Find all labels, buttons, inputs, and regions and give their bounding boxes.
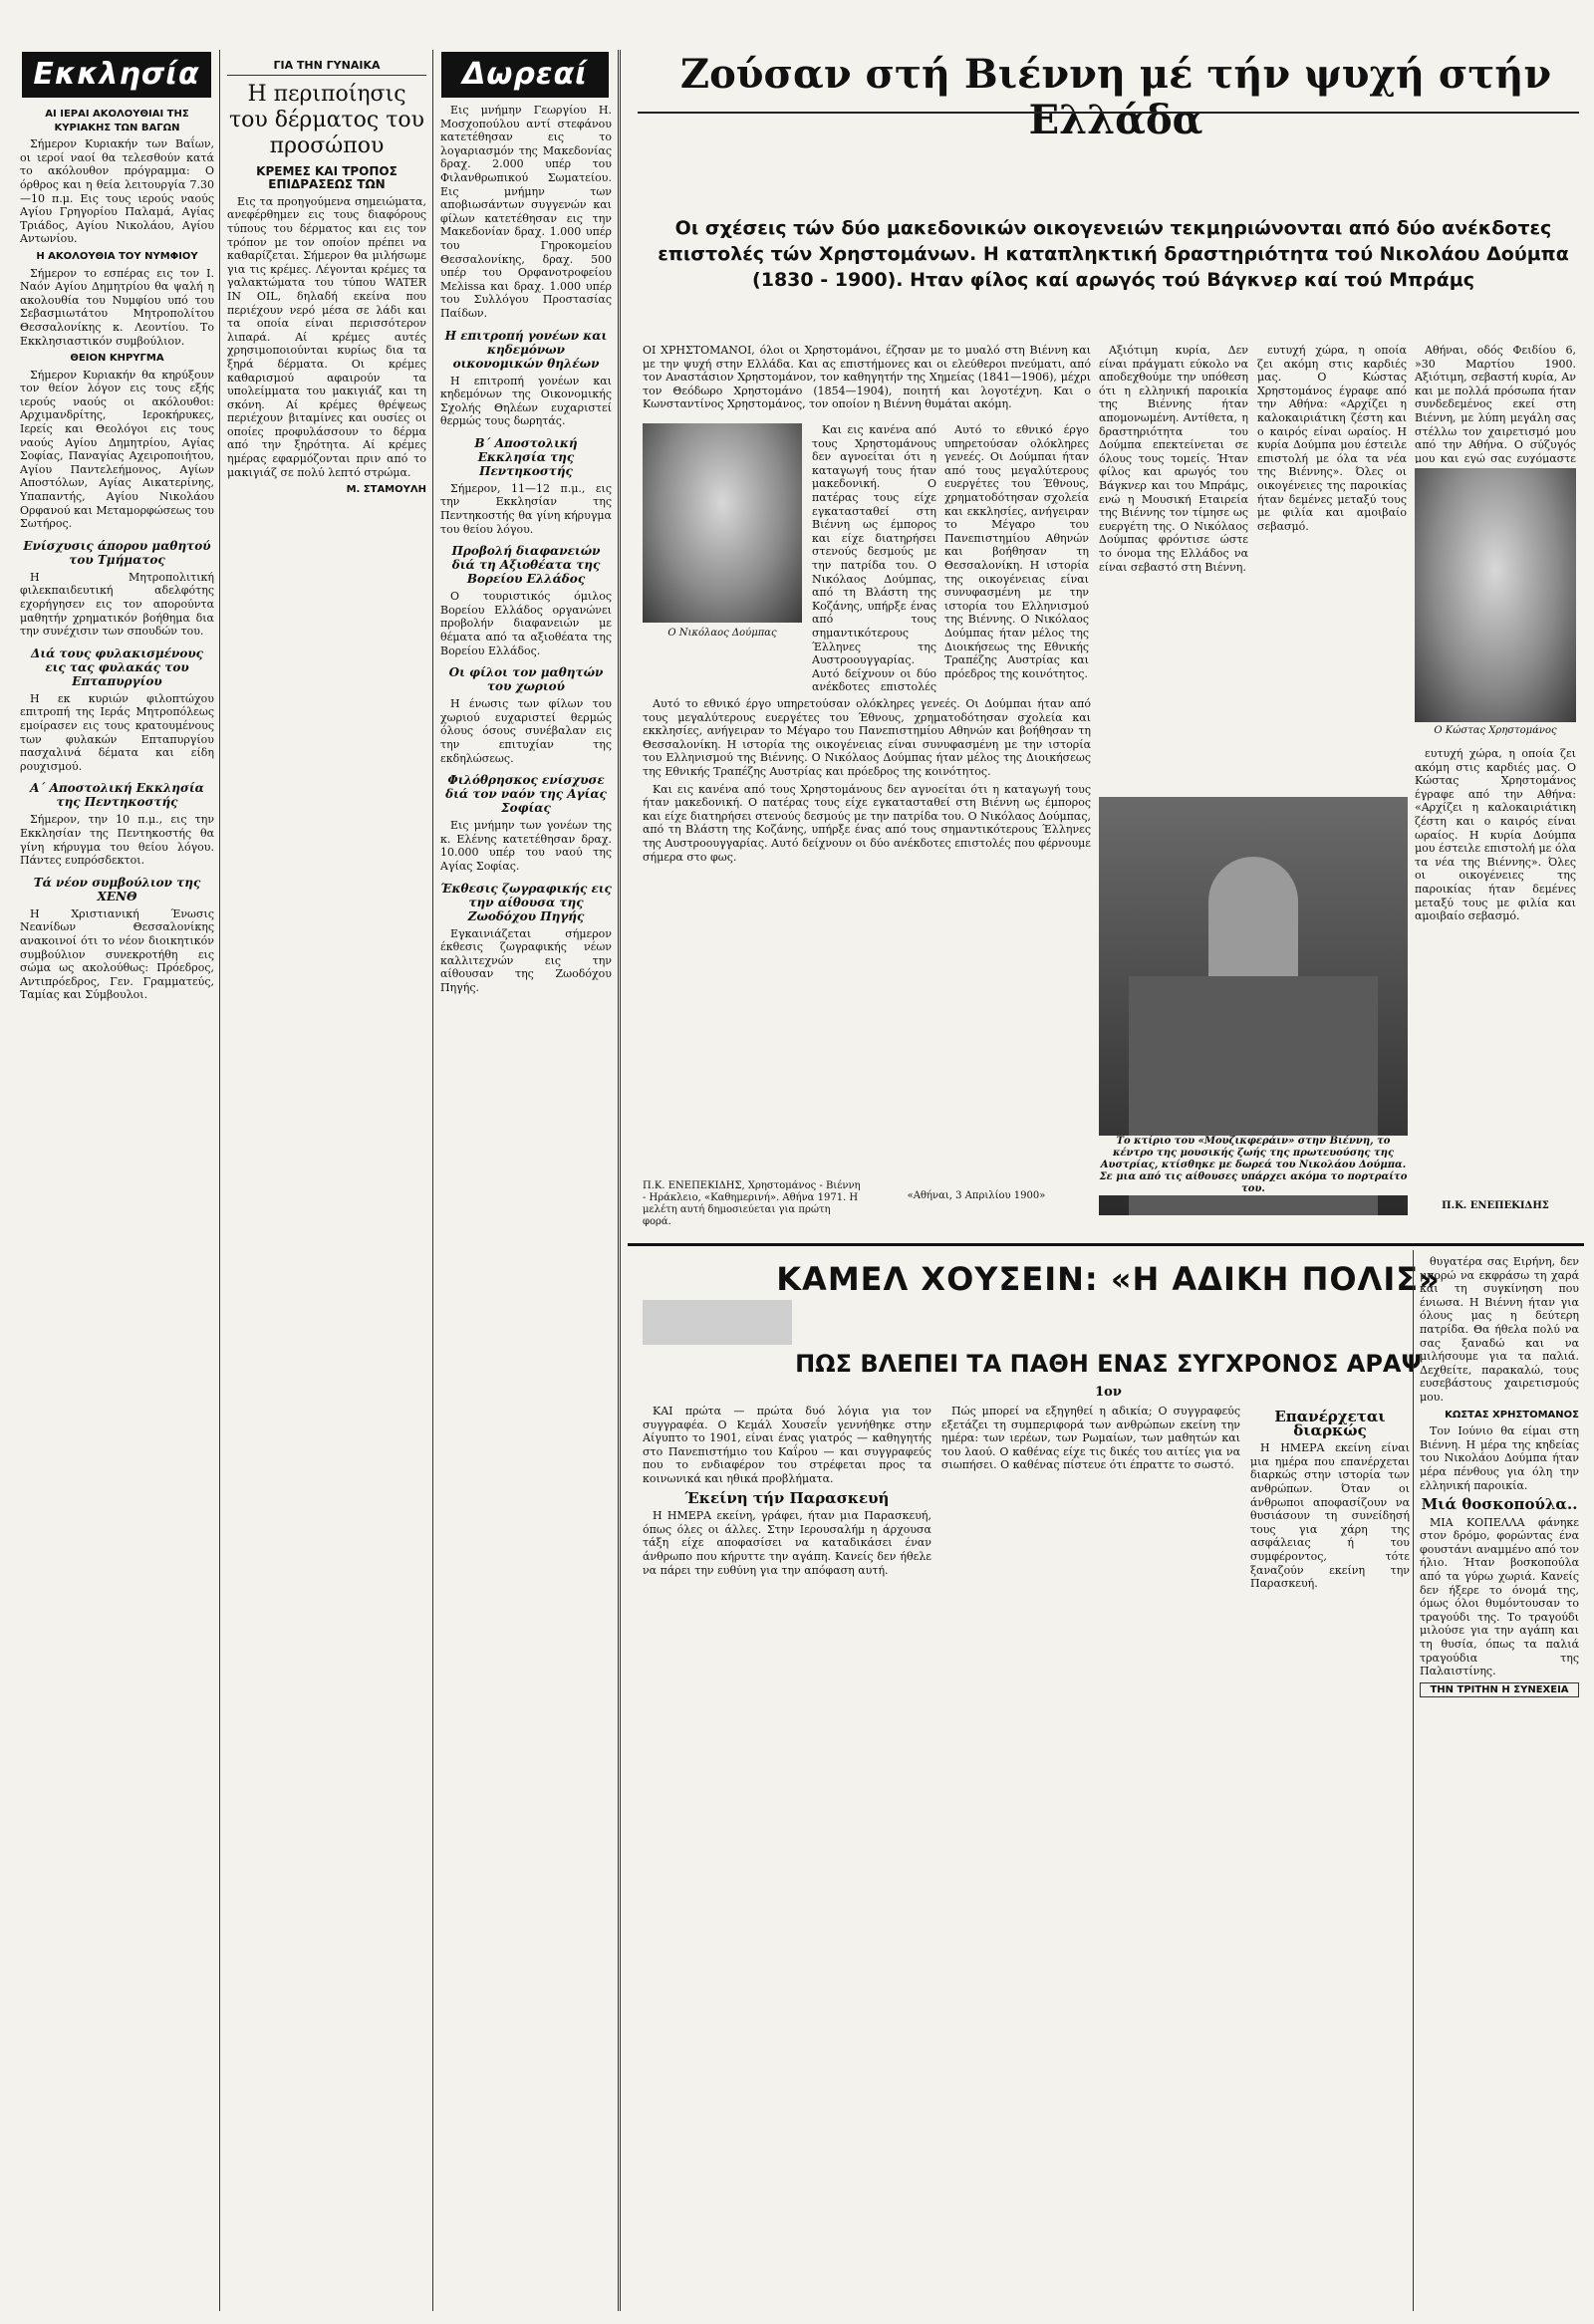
kamel-sub-1: Έκείνη τήν Παρασκευή bbox=[684, 1488, 890, 1507]
doumbas-caption: Ο Νικόλαος Δούμπας bbox=[667, 628, 777, 639]
main-col-7 bbox=[1415, 747, 1576, 1146]
donations-column bbox=[440, 104, 612, 2310]
main-lower-left bbox=[643, 697, 1091, 1165]
donations-sub-5: Φιλόθρησκος ενίσχυσε διά τον ναόν της Αγίας Σοφίας bbox=[445, 773, 607, 816]
kamel-lead: ΚΑΙ πρώτα — πρώτα δυό λόγια για τον συγγραφέα. Ο Κεμάλ Χουσεΐν γεννήθηκε στην Αίγυπτο το 1901, είναι ένας γιατρός — καθηγητής στο Πανεπιστήμιο του Καΐρου — και συγγραφεύς που το ενδιαφέρον του στρέφεται προς τα κοινωνικά και ηθικά προβλήματα. bbox=[643, 1405, 931, 1485]
kamel-part: 1ον bbox=[1095, 1385, 1122, 1400]
christomanos-photo bbox=[1415, 468, 1576, 722]
right-sub: Μιά θοσκοπούλα.. bbox=[1421, 1495, 1578, 1514]
church-banner: Εκκλησία bbox=[22, 52, 211, 98]
donations-sub-5-text: Εις μνήμην των γονέων της κ. Ελένης κατετέθησαν δραχ. 10.000 υπέρ του ναού της Αγίας Σοφίας. bbox=[440, 819, 612, 873]
kamel-subheadline: ΠΩΣ ΒΛΕΠΕΙ ΤΑ ΠΑΘΗ ΕΝΑΣ ΣΥΓΧΡΟΝΟΣ ΑΡΑΨ bbox=[795, 1350, 1422, 1378]
church-sub-c: Α΄ Αποστολική Εκκλησία της Πεντηκοστής bbox=[30, 781, 204, 810]
woman-text: Εις τα προηγούμενα σημειώματα, ανεφέρθημεν εις τους διαφόρους τύπους του δέρματος και εις τον τρόπον με τον οποίον πρέπει να καθαρίζεται. Σήμερον θα μιλήσωμε για τις κρέμες. Λέγονται κρέμες τα γαλακτώματα του τύπου WATER IN OIL, δηλαδή εκείνα που περιέχουν νερό μέσα σε λάδι και τα οποία είναι περισσότερον λιπαρά. Αί κρέμες αυτές χρησιμοποιούνται κυρίως δια τα ξηρά δέρματα. Οι κρέμες καθαρισμού αφαιρούν τα υπολείμματα του μακιγιάζ και τη σκόνη. Αί κρέμες θρέψεως περιέχουν βιταμίνες και ουσίες οι οποίες προφυλάσσουν το δέρμα από την ξηρότητα. Αί κρέμες ημέρας εφαρμόζονται πριν από το μακιγιάζ σε πολύ λεπτό στρώμα. bbox=[227, 194, 426, 479]
woman-subtitle: ΚΡΕΜΕΣ ΚΑΙ ΤΡΟΠΟΣ ΕΠΙΔΡΑΣΕΩΣ ΤΩΝ bbox=[256, 163, 398, 192]
headline-rule bbox=[638, 112, 1579, 114]
kamel-photo bbox=[643, 1300, 792, 1345]
right-text: θυγατέρα σας Ειρήνη, δεν μπορώ να εκφράσω τη χαρά και τη συγκίνηση που ένιωσα. Η Βιέννη ήταν για όλους μας η δεύτερη πατρίδα. Θα ήθελα πολύ να σας ξαναδώ και να μιλήσουμε για τα παλιά. Δεχθείτε, παρακαλώ, τους ευσεβάστους χαιρετισμούς μου. bbox=[1420, 1255, 1579, 1404]
doumbas-photo bbox=[643, 423, 802, 623]
kamel-col-1 bbox=[643, 1405, 931, 2306]
donations-sub-2: Β΄ Αποστολική Εκκλησία της Πεντηκοστής bbox=[474, 435, 578, 478]
right-column bbox=[1420, 1255, 1579, 2311]
church-intro-text: Σήμερον Κυριακήν των Βαΐων, οι ιεροί ναοί θα τελεσθούν κατά το ακόλουθον πρόγραμμα: Ο όρθρος και η θεία λειτουργία 7.30—10 π.μ. Εις τους ιερούς ναούς Αγίου Γρηγορίου Παλαμά, Αγίας Τριάδος, Αγίου Νικολάου, Αγίου Αντωνίου. bbox=[20, 137, 214, 246]
main-col-6-text: Αθήναι, οδός Φειδίου 6, »30 Μαρτίου 1900. Αξιότιμη, σεβαστή κυρία, Αν και με πολλά πρόσωπα ήταν συνδεδεμένος εκεί στη Βιέννη, με λύπη μεγάλη σας στέλλω τον χαιρετισμό μου από την Αθήνα. Ο σύζυγός μου και εγώ σας ευχόμαστε bbox=[1415, 344, 1576, 463]
donations-text: Εις μνήμην Γεωργίου Η. Μοσχοπούλου αντί στεφάνου κατετέθησαν εις το λογαριασμόν της Μακεδονίας δραχ. 2.000 υπέρ του Φιλανθρωπικού Σωματείου. Εις μνήμην των αποβιωσάντων συγγενών και φίλων κατετέθησαν εις την Μακεδονίαν δραχ. 1.000 υπέρ του Γηροκομείου Θεσσαλονίκης, δραχ. 500 υπέρ του Ορφανοτροφείου Μελissa και δραχ. 1.000 υπέρ του Συλλόγου Προστασίας Παίδων. bbox=[440, 104, 612, 320]
church-section-2: ΘΕΙΟΝ ΚΗΡΥΓΜΑ bbox=[70, 353, 164, 365]
main-lower-left-text-2: Και εις κανένα από τους Χρηστομάνους δεν αγνοείται ότι η καταγωγή τους ήταν μακεδονική. Ο πατέρας τους είχε εγκατασταθεί στη Βιέννη ως έμπορος και είχε διατηρήσει στενούς δεσμούς με την πατρίδα του. Ο Νικόλαος Δούμπας, από τη Βλάστη της Κοζάνης, υπήρξε ένας από τους σημαντικότερους Έλληνες της Αυστροουγγαρίας. Αυτό δείχνουν οι δύο ανέκδοτες επιστολές που φέρνουμε σήμερα στο φως. bbox=[643, 782, 1091, 864]
column-rule bbox=[618, 50, 621, 2311]
main-col-5-text: ευτυχή χώρα, η οποία ζει ακόμη στις καρδιές μας. Ο Κώστας Χρηστομάνος έγραφε από την Αθήνα: «Αρχίζει η καλοκαιριάτικη ζέστη και ο καιρός είναι ωραίος. Η κυρία Δούμπα μου έστειλε επιστολή με όλα τα νέα της Βιέννης». Όλες οι οικογένειες της παροικίας ήταν δεμένες μεταξύ τους με φιλία και αμοιβαίο σεβασμό. bbox=[1257, 344, 1407, 533]
kamel-col-3 bbox=[1250, 1405, 1410, 2306]
donations-sub-1-text: Η επιτροπή γονέων και κηδεμόνων της Οικονομικής Σχολής Θηλέων ευχαριστεί θερμώς τους δωρητάς. bbox=[440, 374, 612, 428]
donations-sub-3: Προβολή διαφανειών διά τη Αξιοθέατα της Βορείου Ελλάδος bbox=[451, 544, 601, 587]
kamel-col-2 bbox=[941, 1405, 1240, 2306]
woman-signature: Μ. ΣΤΑΜΟΥΛΗ bbox=[346, 484, 426, 496]
donations-sub-3-text: Ο τουριστικός όμιλος Βορείου Ελλάδος οργανώνει προβολήν διαφανειών με θέματα από τα αξιοθέατα της Βορείου Ελλάδος. bbox=[440, 590, 612, 657]
right-sub-text: ΜΙΑ ΚΟΠΕΛΛΑ φάνηκε στον δρόμο, φορώντας ένα φουστάνι αναμμένο από τον ήλιο. Ήταν βοσκοπούλα από τα γύρω χωριά. Κανείς δεν ήξερε το όνομά της, όμως όλοι θυμόντουσαν το τραγούδι της. Το τραγούδι μιλούσε για την αγάπη και τη θυσία, όπως τα παλιά τραγούδια της Παλαιστίνης. bbox=[1420, 1515, 1579, 1678]
main-signature-note: Π.Κ. ΕΝΕΠΕΚΙΔΗΣ, Χρηστομάνος - Βιέννη - Ηράκλειο, «Καθημερινή». Αθήνα 1971. Η μελέτη αυτή δημοσιεύεται για πρώτη φορά. bbox=[643, 1180, 861, 1227]
church-column bbox=[20, 104, 214, 2310]
main-col-3-text: Αυτό το εθνικό έργο υπηρετούσαν ολόκληρες γενεές. Οι Δούμπαι ήταν από τους μεγαλύτερους ευεργέτες του Έθνους, χρηματοδότησαν σχολεία και εκκλησίες, ανήγειραν το Μέγαρο του Πανεπιστημίου Αθηνών και βοήθησαν τη Θεσσαλονίκη. Η ιστορία της οικογένειας είναι συνυφασμένη με την ιστορία του Ελληνισμού της Βιέννης. Ο Νικόλαος Δούμπας ήταν μέλος της Διοικήσεως της Εθνικής Τραπέζης Αυστρίας και πρόεδρος της κοινότητος. bbox=[944, 423, 1089, 680]
church-intro-heading: ΑΙ ΙΕΡΑΙ ΑΚΟΛΟΥΘΙΑΙ ΤΗΣ ΚΥΡΙΑΚΗΣ ΤΩΝ ΒΑΓΩΝ bbox=[45, 109, 189, 133]
main-headline: Ζούσαν στή Βιέννη μέ τήν ψυχή στήν Ελλάδα bbox=[679, 51, 1552, 143]
donations-sub-1: Η επιτροπή γονέων και κηδεμόνων οικονομικών θηλέων bbox=[444, 328, 608, 371]
christomanos-caption: Ο Κώστας Χρηστομάνος bbox=[1434, 725, 1557, 736]
right-signature: ΚΩΣΤΑΣ ΧΡΗΣΤΟΜΑΝΟΣ bbox=[1445, 1409, 1579, 1420]
main-subheadline: Οι σχέσεις τών δύο μακεδονικών οικογενειών τεκμηριώνονται από δύο ανέκδοτες επιστολές τών Χρηστομάνων. Η καταπληκτική δραστηριότητα τού Νικολάου Δούμπα (1830 - 1900). Ηταν φίλος καί αρωγός τού Βάγκνερ καί τού Μπράμς bbox=[658, 217, 1569, 291]
main-col-4 bbox=[1099, 344, 1248, 782]
main-col-4-text: Αξιότιμη κυρία, Δεν είναι πράγματι εύκολο να αποδεχθούμε την υπόθεση ότι η ελληνική παροικία της Βιέννης ήταν απομονωμένη. Αντίθετα, η δραστηριότητα του Δούμπα επεκτείνεται σε όλους τους τομείς. Ήταν φίλος και αρωγός του Βάγκνερ και του Μπράμς, ενώ η Μουσική Εταιρεία της Βιέννης τον τίμησε ως ευεργέτη της. Ο Νικόλαος Δούμπας φρόντισε ώστε το όνομα της Ελλάδος να είναι σεβαστό στη Βιέννη. bbox=[1099, 344, 1248, 574]
church-sub-c-text: Σήμερον, την 10 π.μ., εις την Εκκλησίαν της Πεντηκοστής θα γίνη κήρυγμα του θείου λόγου. Πάντες ευπρόσδεκτοι. bbox=[20, 813, 214, 868]
donations-banner: Δωρεαί bbox=[441, 52, 609, 98]
church-sub-b: Διά τους φυλακισμένους εις τας φυλακάς του Επταπυργίου bbox=[31, 646, 203, 688]
church-section-1: Η ΑΚΟΛΟΥΘΙΑ ΤΟΥ ΝΥΜΦΙΟΥ bbox=[36, 250, 198, 262]
church-sub-b-text: Η εκ κυριών φιλοπτώχου επιτροπή της Ιεράς Μητροπόλεως εμοίρασεν εις τους κρατουμένους των φυλακών Επταπυργίου πασχαλινά δέματα και είδη ρουχισμού. bbox=[20, 691, 214, 773]
kamel-headline: ΚΑΜΕΛ ΧΟΥΣΕΙΝ: «Η ΑΔΙΚΗ ΠΟΛΙΣ» bbox=[776, 1260, 1441, 1298]
church-sub-a: Ενίσχυσις άπορου μαθητού του Τμήματος bbox=[23, 538, 211, 567]
donations-sub-4-text: Η ένωσις των φίλων του χωριού ευχαριστεί θερμώς όλους όσους συνέβαλαν εις την επιτυχίαν της εκδηλώσεως. bbox=[440, 697, 612, 765]
main-col-3 bbox=[944, 423, 1089, 692]
main-lead-column bbox=[643, 344, 1091, 413]
main-col-6 bbox=[1415, 344, 1576, 463]
donations-sub-4: Οι φίλοι τον μαθητών του χωριού bbox=[448, 665, 604, 694]
main-signature: Π.Κ. ΕΝΕΠΕΚΙΔΗΣ bbox=[1442, 1200, 1549, 1211]
woman-column bbox=[227, 55, 426, 2306]
donations-sub-6-text: Εγκαινιάζεται σήμερον έκθεσις ζωγραφικής νέων καλλιτεχνών εις την αίθουσαν της Ζωοδόχου Πηγής. bbox=[440, 926, 612, 994]
main-col-2 bbox=[812, 423, 936, 692]
main-lead: ΟΙ ΧΡΗΣΤΟΜΑΝΟΙ, όλοι οι Χρηστομάνοι, έζησαν με το μυαλό στη Βιέννη και με την ψυχή στην Ελλάδα. Και ας επιστήμονες και οι ελεύθεροι πνεύματι, από τον Αναστάσιον Χρηστομάνον, τον καθηγητήν της Χημείας (1841—1906), μέχρι τον Θεόδωρο Χρηστομάνο (1854—1904), ποιητή και λογοτέχνη. Και ο Κωνσταντίνος Χρηστομάνος, τον οποίον η Βιέννη θυμάται ακόμη. bbox=[643, 344, 1091, 411]
main-col-7-text: ευτυχή χώρα, η οποία ζει ακόμη στις καρδιές μας. Ο Κώστας Χρηστομάνος έγραφε από την Αθήνα: «Αρχίζει η καλοκαιριάτικη ζέστη και ο καιρός είναι ωραίος. Η κυρία Δούμπα μου έστειλε επιστολή με όλα τα νέα της Βιέννης». Όλες οι οικογένειες της παροικίας ήταν δεμένες μεταξύ τους με φιλία και αμοιβαίο σεβασμό. bbox=[1415, 747, 1576, 923]
main-col-2-text: Και εις κανένα από τους Χρηστομάνους δεν αγνοείται ότι η καταγωγή τους ήταν μακεδονική. Ο πατέρας τους είχε εγκατασταθεί στη Βιέννη ως έμπορος και είχε διατηρήσει στενούς δεσμούς με την πατρίδα του. Ο Νικόλαος Δούμπας, από τη Βλάστη της Κοζάνης, υπήρξε ένας από τους σημαντικότερους Έλληνες της Αυστροουγγαρίας. Αυτό δείχνουν οι δύο ανέκδοτες επιστολές bbox=[812, 423, 936, 692]
main-date-line: «Αθήναι, 3 Απριλίου 1900» bbox=[907, 1190, 1046, 1201]
column-rule bbox=[432, 50, 433, 2311]
building-dome bbox=[1208, 857, 1298, 976]
kamel-col-2-text: Πώς μπορεί να εξηγηθεί η αδικία; Ο συγγραφεύς εξετάζει τη συμπεριφορά των ανθρώπων εκείνη την ημέρα: των ιερέων, των Ρωμαίων, των μαθητών και του λαού. Ο καθένας είχε τις δικές του αιτίες για να σιωπήσει. Ο καθένας πίστευε ότι έπραττε το σωστό. bbox=[941, 1405, 1240, 1472]
church-sub-d: Τά νέον συμβούλιον της ΧΕΝΘ bbox=[33, 875, 201, 904]
section-rule bbox=[628, 1243, 1584, 1246]
right-text-2: Τον Ιούνιο θα είμαι στη Βιέννη. Η μέρα της κηδείας του Νικολάου Δούμπα ήταν μέρα πένθους για όλη την ελληνική παροικία. bbox=[1420, 1424, 1579, 1492]
donations-sub-2-text: Σήμερον, 11—12 π.μ., εις την Εκκλησίαν της Πεντηκοστής θα γίνη κήρυγμα του θείου λόγου. bbox=[440, 481, 612, 536]
church-sub-a-text: Η Μητροπολιτική φιλεκπαιδευτική αδελφότης εχορήγησεν εις τον απορούντα μαθητήν χρηματικόν βοήθημα δια την συνέχισιν των σπουδών του. bbox=[20, 570, 214, 639]
church-sub-d-text: Η Χριστιανική Ένωσις Νεανίδων Θεσσαλονίκης ανακοινοί ότι το νέον διοικητικόν συμβούλιον συνεκροτήθη εις σώμα ως ακολούθως: Πρόεδρος, Αντιπρόεδρος, Γεν. Γραμματεύς, Ταμίας και Σύμβουλοι. bbox=[20, 906, 214, 1002]
church-section-2-text: Σήμερον Κυριακήν θα κηρύξουν τον θείον λόγον εις τους εξής ιερούς ναούς οι ακόλουθοι: Αρχιμανδρίτης, Ιεροκήρυκες, Ιερείς και Θεολόγοι εις τους ναούς Αγίου Δημητρίου, Αγίας Σοφίας, Παναγίας Αχειροποιήτου, Αγίου Παντελεήμονος, Αγίων Αποστόλων, Αγίας Αικατερίνης, Υπαπαντής, Αγίου Νικολάου Ορφανού και Μεταμορφώσεως του Σωτήρος. bbox=[20, 368, 214, 531]
kamel-sub-2-text: Η ΗΜΕΡΑ εκείνη είναι μια ημέρα που επανέρχεται διαρκώς στην ιστορία των ανθρώπων. Όταν οι άνθρωποι αποφασίζουν να θυσιάσουν τη συνείδησή τους για χάρη της ασφάλειας ή του συμφέροντος, τότε ξαναζούν εκείνη την Παρασκευή. bbox=[1250, 1441, 1410, 1591]
kamel-sub-1-text: Η ΗΜΕΡΑ εκείνη, γράφει, ήταν μια Παρασκευή, όπως όλες οι άλλες. Στην Ιερουσαλήμ η άρχουσα τάξη είχε αποφασίσει να καταδικάσει έναν άνθρωπο που κήρυττε την αγάπη. Κανείς δεν ήθελε να πάρει την ευθύνη για την απόφαση αυτή. bbox=[643, 1509, 931, 1577]
musikverein-caption: Το κτίριο του «Μουζικφεράιν» στην Βιέννη, το κέντρο της μουσικής ζωής της πρωτευούσης της Αυστρίας, κτίσθηκε με δωρεά του Νικολάου Δούμπα. Σε μια από τις αίθουσες υπάρχει ακόμα το πορτραίτο του. bbox=[1099, 1136, 1408, 1194]
kamel-sub-2: Επανέρχεται διαρκώς bbox=[1274, 1408, 1386, 1439]
woman-kicker: ΓΙΑ ΤΗΝ ΓΥΝΑΙΚΑ bbox=[227, 59, 426, 76]
donations-sub-6: Έκθεσις ζωγραφικής εις την αίθουσα της Ζωοδόχου Πηγής bbox=[440, 881, 612, 923]
woman-title: Η περιποίησις του δέρματος του προσώπου bbox=[228, 81, 425, 158]
right-continued: ΤΗΝ ΤΡΙΤΗΝ Η ΣΥΝΕΧΕΙΑ bbox=[1420, 1682, 1579, 1698]
main-col-5 bbox=[1257, 344, 1407, 782]
column-rule bbox=[219, 50, 220, 2311]
main-lower-left-text: Αυτό το εθνικό έργο υπηρετούσαν ολόκληρες γενεές. Οι Δούμπαι ήταν από τους μεγαλύτερους ευεργέτες του Έθνους, χρηματοδότησαν σχολεία και εκκλησίες, ανήγειραν το Μέγαρο του Πανεπιστημίου Αθηνών και βοήθησαν τη Θεσσαλονίκη. Η ιστορία της οικογένειας είναι συνυφασμένη με την ιστορία του Ελληνισμού της Βιέννης. Ο Νικόλαος Δούμπας ήταν μέλος της Διοικήσεως της Εθνικής Τραπέζης Αυστρίας και πρόεδρος της κοινότητος. bbox=[643, 697, 1091, 778]
church-section-1-text: Σήμερον το εσπέρας εις τον Ι. Ναόν Αγίου Δημητρίου θα ψαλή η ακολουθία του Νυμφίου υπό του Σεβασμιωτάτου Μητροπολίτου Θεσσαλονίκης κ. Λεοντίου. Το Εκκλησιαστικόν συμβούλιον. bbox=[20, 266, 214, 348]
column-rule bbox=[1413, 1250, 1414, 2311]
